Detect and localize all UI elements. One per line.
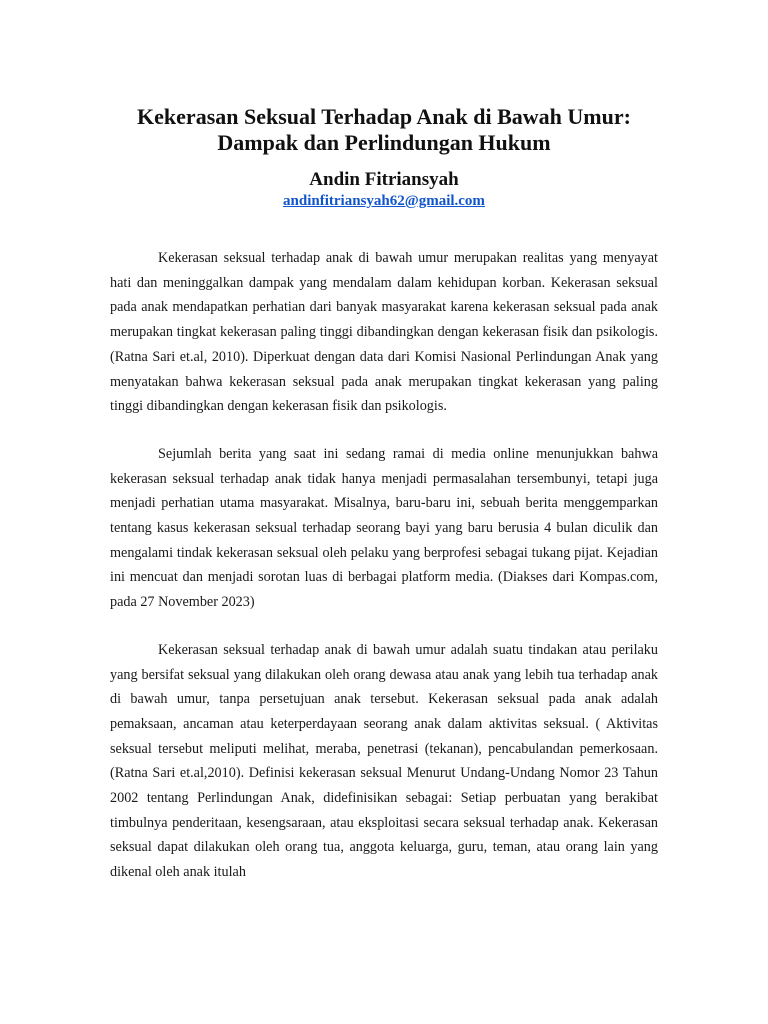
- author-email: [0, 192, 768, 210]
- paragraph-1: Kekerasan seksual terhadap anak di bawah umur merupakan realitas yang menyayat hati dan meninggalkan dampak yang mendalam dalam kehidupan korban. Kekerasan seksual pada anak mendapatkan perhatian dari banyak masyarakat karena kekerasan seksual pada anak merupakan tingkat kekerasan paling tinggi dibandingkan dengan kekerasan fisik dan psikologis. (Ratna Sari et.al, 2010). Diperkuat dengan data dari Komisi Nasional Perlindungan Anak yang menyatakan bahwa kekerasan seksual pada anak merupakan tingkat kekerasan yang paling tinggi dibandingkan dengan kekerasan fisik dan psikologis.: [110, 250, 658, 415]
- paragraph-2: Sejumlah berita yang saat ini sedang ramai di media online menunjukkan bahwa kekerasan seksual terhadap anak tidak hanya menjadi permasalahan tersembunyi, tetapi juga menjadi perhatian utama masyarakat. Misalnya, baru-baru ini, sebuah berita menggemparkan tentang kasus kekerasan seksual terhadap seorang bayi yang baru berusia 4 bulan diculik dan mengalami tindak kekerasan seksual oleh pelaku yang berprofesi sebagai tukang pijat. Kejadian ini mencuat dan menjadi sorotan luas di berbagai platform media. (Diakses dari Kompas.com, pada 27 November 2023): [110, 445, 658, 611]
- document-title-line-2: Dampak dan Perlindungan Hukum: [217, 130, 551, 155]
- author-name: Andin Fitriansyah: [309, 169, 459, 190]
- document-title-line-1: Kekerasan Seksual Terhadap Anak di Bawah Umur:: [137, 104, 631, 129]
- paragraph-3: Kekerasan seksual terhadap anak di bawah umur adalah suatu tindakan atau perilaku yang bersifat seksual yang dilakukan oleh orang dewasa atau anak yang lebih tua terhadap anak di bawah umur, tanpa persetujuan anak tersebut. Kekerasan seksual pada anak adalah pemaksaan, ancaman atau keterperdayaan seorang anak dalam aktivitas seksual. ( Aktivitas seksual tersebut meliputi melihat, meraba, penetrasi (tekanan), pencabulandan pemerkosaan.(Ratna Sari et.al,2010). Definisi kekerasan seksual Menurut Undang-Undang Nomor 23 Tahun 2002 tentang Perlindungan Anak, didefinisikan sebagai: Setiap perbuatan yang berakibat timbulnya penderitaan, kesengsaraan, atau eksploitasi secara seksual terhadap anak. Kekerasan seksual dapat dilakukan oleh orang tua, anggota keluarga, guru, teman, atau orang lain yang dikenal oleh anak itulah: [110, 641, 658, 881]
- article-body: [110, 246, 658, 908]
- author-email-link[interactable]: andinfitriansyah62@gmail.com: [283, 193, 485, 209]
